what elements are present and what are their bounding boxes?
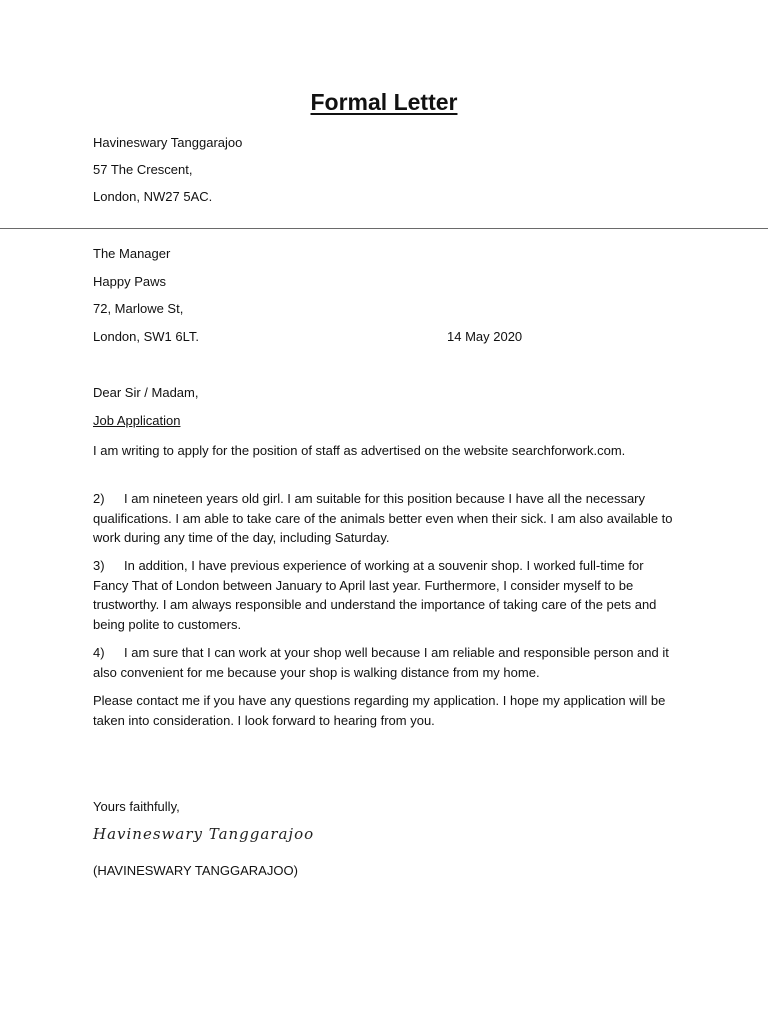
recipient-address-line2: London, SW1 6LT. bbox=[93, 329, 199, 344]
subject-line: Job Application bbox=[93, 413, 181, 428]
recipient-address-line1: 72, Marlowe St, bbox=[93, 301, 184, 316]
paragraph-text: I am sure that I can work at your shop well because I am reliable and responsible person and it also convenient for me because your shop is walking distance from my home. bbox=[93, 645, 669, 680]
body-paragraph-1: I am writing to apply for the position of staff as advertised on the website searchforwork.com. bbox=[93, 443, 626, 458]
recipient-title: The Manager bbox=[93, 246, 171, 261]
letter-date: 14 May 2020 bbox=[447, 329, 523, 344]
recipient-company: Happy Paws bbox=[93, 274, 166, 289]
body-paragraph-3 bbox=[93, 556, 678, 634]
closing: Yours faithfully, bbox=[93, 799, 180, 814]
page-title: Formal Letter bbox=[310, 89, 458, 115]
sender-address-line2: London, NW27 5AC. bbox=[93, 189, 213, 204]
salutation: Dear Sir / Madam, bbox=[93, 385, 199, 400]
printed-name: (HAVINESWARY TANGGARAJOO) bbox=[93, 863, 298, 878]
paragraph-number: 4) bbox=[93, 645, 105, 660]
handwritten-signature: Havineswary Tanggarajoo bbox=[93, 825, 315, 843]
paragraph-number: 3) bbox=[93, 558, 105, 573]
body-paragraph-2 bbox=[93, 489, 678, 548]
paragraph-number: 2) bbox=[93, 491, 105, 506]
body-paragraph-4 bbox=[93, 643, 678, 682]
section-divider bbox=[0, 228, 768, 229]
sender-name: Havineswary Tanggarajoo bbox=[93, 135, 243, 150]
paragraph-text: In addition, I have previous experience of working at a souvenir shop. I worked full-time for Fancy That of London between January to April last year. Furthermore, I consider myself to be trustworthy. I am always responsible and understand the importance of taking care of the pets and being polite to customers. bbox=[93, 558, 657, 632]
sender-address-line1: 57 The Crescent, bbox=[93, 162, 193, 177]
body-paragraph-5: Please contact me if you have any questions regarding my application. I hope my application will be taken into consideration. I look forward to hearing from you. bbox=[93, 693, 666, 728]
paragraph-text: I am nineteen years old girl. I am suitable for this position because I have all the necessary qualifications. I am able to take care of the animals better even when their sick. I am also available to work during any time of the day, including Saturday. bbox=[93, 491, 673, 545]
